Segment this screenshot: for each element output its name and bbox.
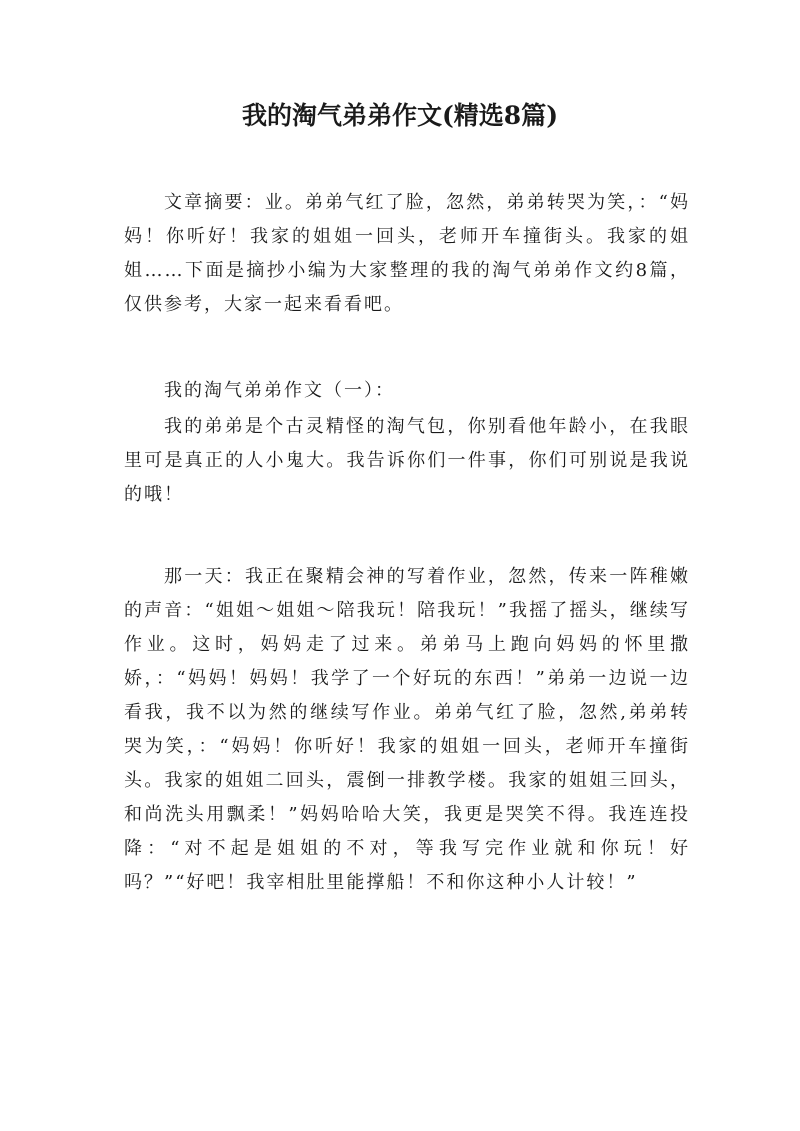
body-paragraph: 那一天：我正在聚精会神的写着作业，忽然，传来一阵稚嫩的声音：“姐姐～姐姐～陪我玩！陪我玩！”我摇了摇头，继续写作业。这时，妈妈走了过来。弟弟马上跑向妈妈的怀里撒娇，：“妈妈！妈妈！我学了一个好玩的东西！”弟弟一边说一边看我，我不以为然的继续写作业。弟弟气红了脸，忽然,弟弟转哭为笑，：“妈妈！你听好！我家的姐姐一回头，老师开车撞街头。我家的姐姐二回头，震倒一排教学楼。我家的姐姐三回头，和尚洗头用飘柔！”妈妈哈哈大笑，我更是哭笑不得。我连连投降：“对不起是姐姐的不对，等我写完作业就和你玩！好吗？”“好吧！我宰相肚里能撑船！不和你这种小人计较！” bbox=[124, 566, 690, 893]
body-paragraph: 我的弟弟是个古灵精怪的淘气包，你别看他年龄小，在我眼里可是真正的人小鬼大。我告诉你们一件事，你们可别说是我说的哦！ bbox=[124, 416, 690, 505]
abstract-paragraph: 文章摘要：业。弟弟气红了脸，忽然，弟弟转哭为笑，：“妈妈！你听好！我家的姐姐一回头，老师开车撞街头。我家的姐姐……下面是摘抄小编为大家整理的我的淘气弟弟作文约8篇，仅供参考，大家一起来看看吧。 bbox=[124, 192, 690, 315]
document-title: 我的淘气弟弟作文(精选8篇) bbox=[241, 101, 559, 130]
section-heading: 我的淘气弟弟作文（一）： bbox=[164, 380, 395, 401]
